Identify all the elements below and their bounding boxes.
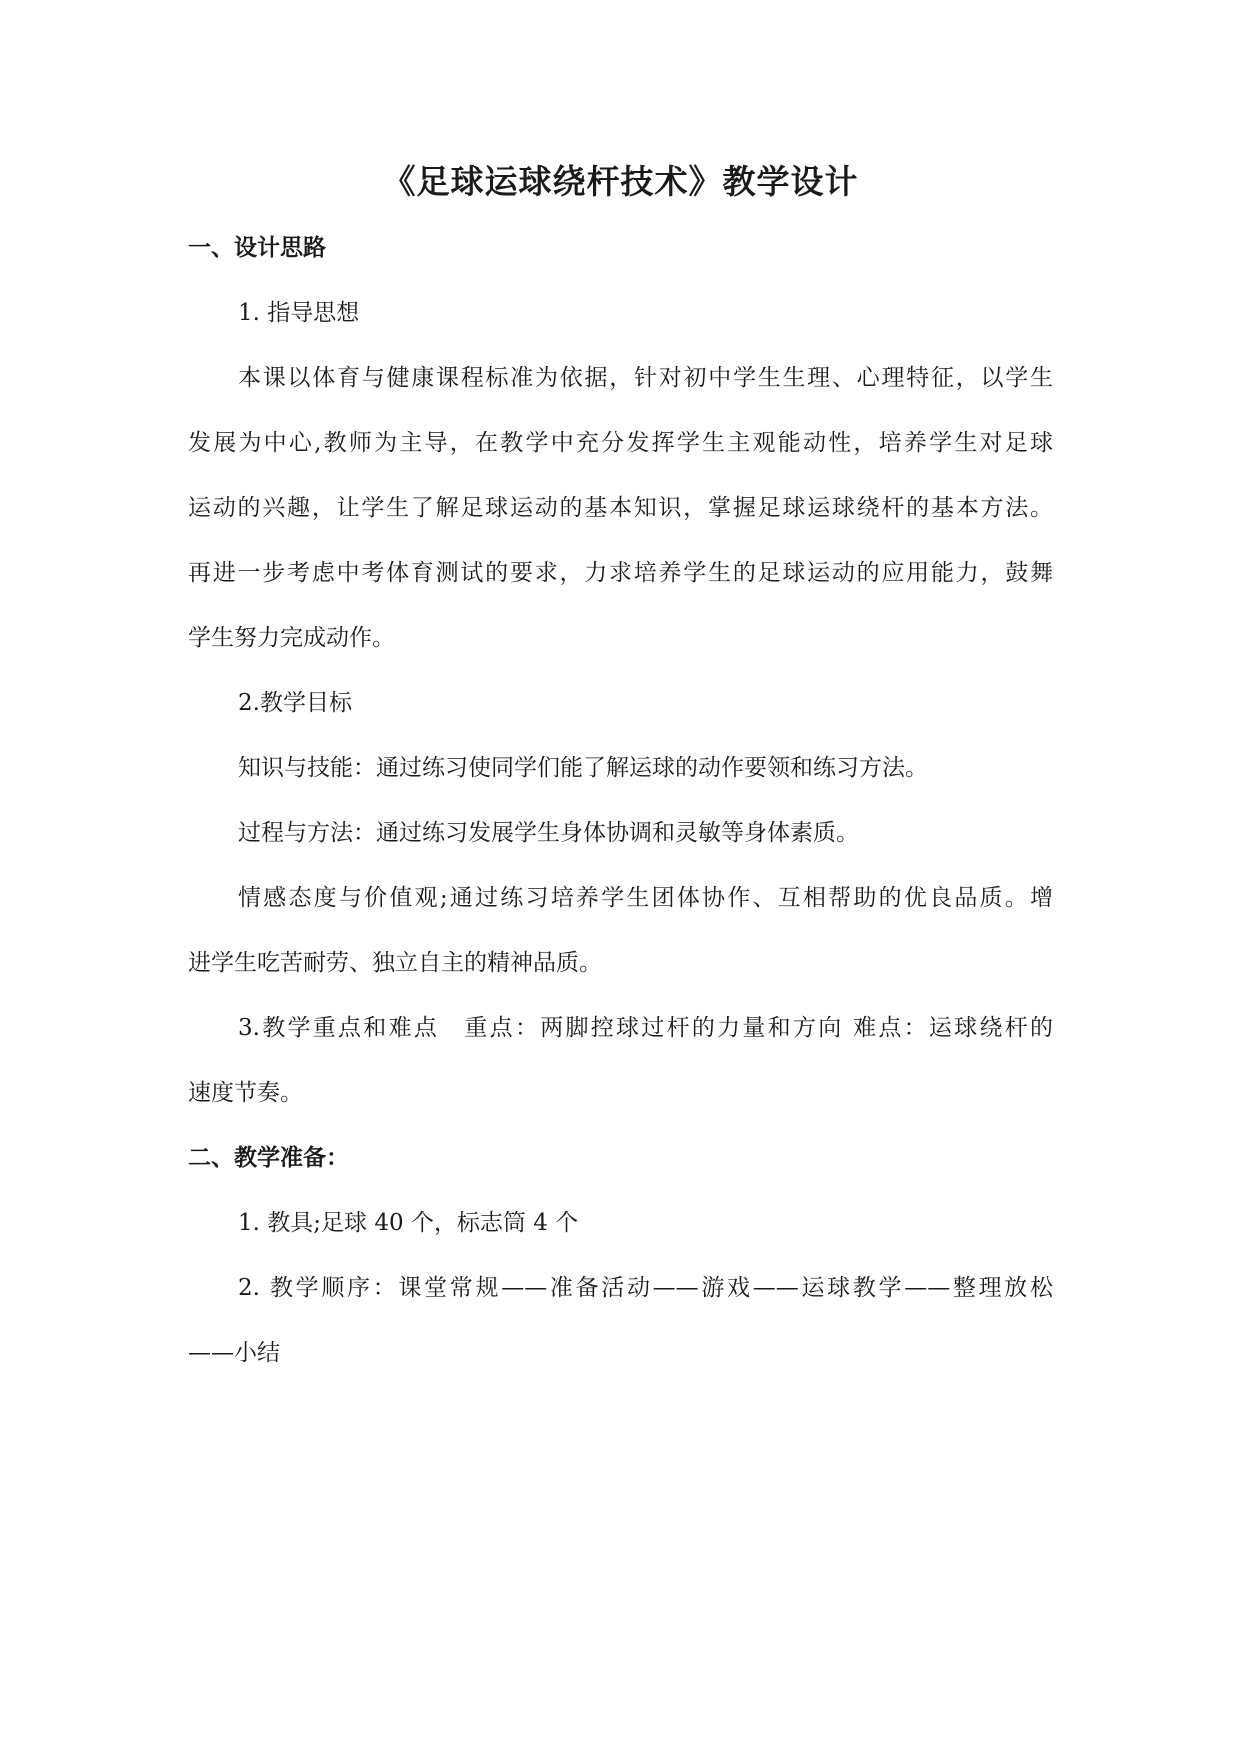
paragraph-line: 运动的兴趣，让学生了解足球运动的基本知识，掌握足球运球绕杆的基本方法。 — [188, 495, 1053, 521]
subheading-teaching-goals: 2.教学目标 — [238, 690, 352, 716]
teaching-sequence: 2. 教学顺序：课堂常规——准备活动——游戏——运球教学——整理放松 — [238, 1275, 1053, 1301]
goal-knowledge-skills: 知识与技能：通过练习使同学们能了解运球的动作要领和练习方法。 — [238, 755, 928, 781]
paragraph-line: 发展为中心,教师为主导，在教学中充分发挥学生主观能动性，培养学生对足球 — [188, 430, 1053, 456]
key-and-difficult-points-continued: 速度节奏。 — [188, 1080, 303, 1106]
goal-emotion-values: 情感态度与价值观;通过练习培养学生团体协作、互相帮助的优良品质。增 — [238, 885, 1053, 911]
teaching-equipment: 1. 教具;足球 40 个，标志筒 4 个 — [238, 1210, 579, 1236]
paragraph-line: 本课以体育与健康课程标准为依据，针对初中学生生理、心理特征，以学生 — [238, 365, 1053, 391]
subheading-guiding-thought: 1. 指导思想 — [238, 300, 360, 326]
section-heading-design-idea: 一、设计思路 — [188, 234, 326, 261]
document-title: 《足球运球绕杆技术》教学设计 — [382, 162, 859, 201]
key-and-difficult-points: 3.教学重点和难点 重点：两脚控球过杆的力量和方向 难点：运球绕杆的 — [238, 1015, 1053, 1041]
goal-emotion-values-continued: 进学生吃苦耐劳、独立自主的精神品质。 — [188, 950, 602, 976]
paragraph-line: 学生努力完成动作。 — [188, 625, 395, 651]
section-heading-teaching-preparation: 二、教学准备： — [188, 1144, 349, 1171]
teaching-sequence-continued: ——小结 — [188, 1340, 280, 1366]
goal-process-methods: 过程与方法：通过练习发展学生身体协调和灵敏等身体素质。 — [238, 820, 859, 846]
paragraph-line: 再进一步考虑中考体育测试的要求，力求培养学生的足球运动的应用能力，鼓舞 — [188, 560, 1053, 586]
